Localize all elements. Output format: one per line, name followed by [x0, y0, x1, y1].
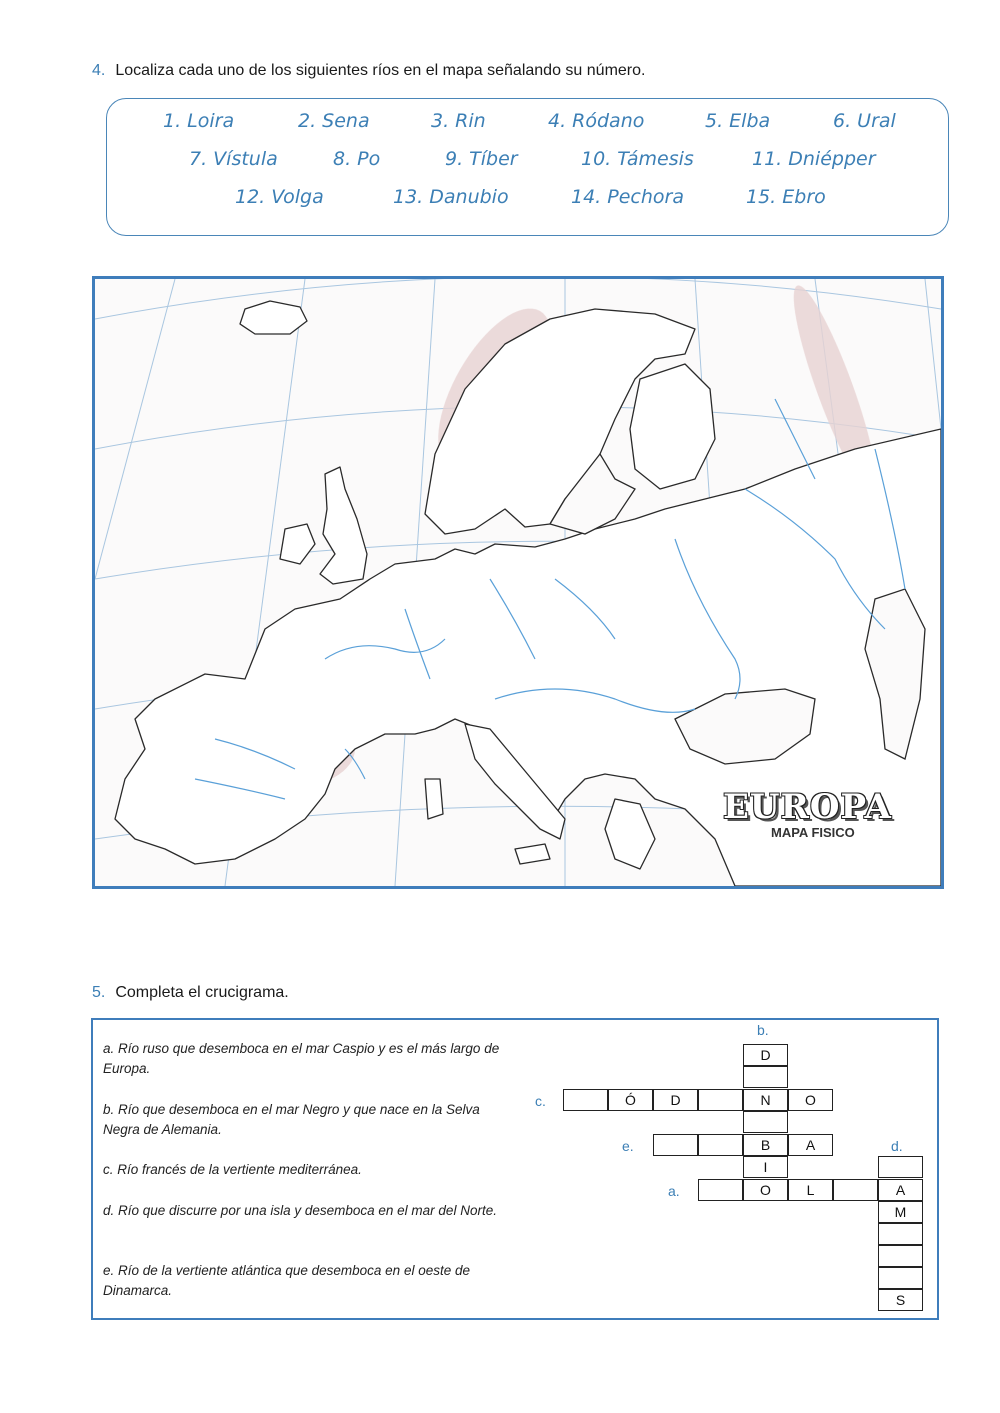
crossword-cell[interactable]: Ó [608, 1089, 653, 1111]
crossword-cell[interactable]: A [788, 1134, 833, 1156]
exercise-5-number: 5. [92, 984, 106, 1001]
crossword-cell[interactable]: L [788, 1179, 833, 1201]
crossword-cell[interactable]: A [878, 1179, 923, 1201]
crossword-cell[interactable]: D [653, 1089, 698, 1111]
label-c: c. [535, 1093, 546, 1109]
crossword-cell[interactable]: B [743, 1134, 788, 1156]
europe-map [92, 276, 944, 889]
clue-b: b. Río que desemboca en el mar Negro y que nace en la Selva Negra de Alemania. [103, 1102, 480, 1137]
label-a: a. [668, 1183, 680, 1199]
exercise-5-instruction: Completa el crucigrama. [115, 984, 289, 1001]
exercise-4-instruction: Localiza cada uno de los siguientes ríos en el mapa señalando su número. [115, 62, 646, 79]
river-item: 10. Támesis [581, 148, 694, 170]
crossword-cell[interactable]: M [878, 1201, 923, 1223]
river-item: 15. Ebro [746, 186, 826, 208]
clue-a: a. Río ruso que desemboca en el mar Caspio y es el más largo de Europa. [103, 1041, 500, 1076]
clue-c: c. Río francés de la vertiente mediterránea. [103, 1162, 362, 1177]
river-item: 1. Loira [163, 110, 235, 132]
crossword-cell[interactable] [743, 1111, 788, 1133]
map-title: EUROPA [723, 787, 892, 827]
crossword-cell[interactable] [743, 1066, 788, 1088]
clue-e: e. Río de la vertiente atlántica que desemboca en el oeste de Dinamarca. [103, 1263, 470, 1298]
river-list-box [106, 98, 949, 236]
river-item: 11. Dniépper [752, 148, 876, 170]
crossword-cell[interactable] [698, 1134, 743, 1156]
river-item: 14. Pechora [571, 186, 684, 208]
river-item: 3. Rin [431, 110, 486, 132]
exercise-4-heading [92, 62, 645, 80]
crossword-cell[interactable] [878, 1156, 923, 1178]
crossword-cell[interactable] [833, 1179, 878, 1201]
label-e: e. [622, 1138, 634, 1154]
crossword-cell[interactable]: S [878, 1289, 923, 1311]
exercise-5-heading [92, 984, 289, 1002]
river-item: 4. Ródano [548, 110, 645, 132]
river-item: 9. Tíber [445, 148, 518, 170]
crossword-cell[interactable]: O [788, 1089, 833, 1111]
clue-d: d. Río que discurre por una isla y desemboca en el mar del Norte. [103, 1203, 497, 1218]
river-item: 8. Po [333, 148, 381, 170]
crossword-cell[interactable] [878, 1267, 923, 1289]
crossword-cell[interactable] [698, 1179, 743, 1201]
river-item: 2. Sena [298, 110, 370, 132]
exercise-4-number: 4. [92, 62, 106, 79]
crossword-box [91, 1018, 939, 1320]
crossword-cell[interactable]: N [743, 1089, 788, 1111]
label-b: b. [757, 1022, 769, 1038]
crossword-cell[interactable] [563, 1089, 608, 1111]
river-item: 13. Danubio [393, 186, 509, 208]
river-item: 12. Volga [235, 186, 324, 208]
crossword-cell[interactable] [653, 1134, 698, 1156]
crossword-cell[interactable] [698, 1089, 743, 1111]
crossword-cell[interactable]: I [743, 1156, 788, 1178]
crossword-cell[interactable]: D [743, 1044, 788, 1066]
crossword-cell[interactable] [878, 1223, 923, 1245]
river-item: 6. Ural [833, 110, 896, 132]
crossword-cell[interactable]: O [743, 1179, 788, 1201]
map-subtitle: MAPA FISICO [771, 825, 855, 840]
river-item: 5. Elba [705, 110, 771, 132]
label-d: d. [891, 1138, 903, 1154]
crossword-cell[interactable] [878, 1245, 923, 1267]
river-item: 7. Vístula [189, 148, 278, 170]
